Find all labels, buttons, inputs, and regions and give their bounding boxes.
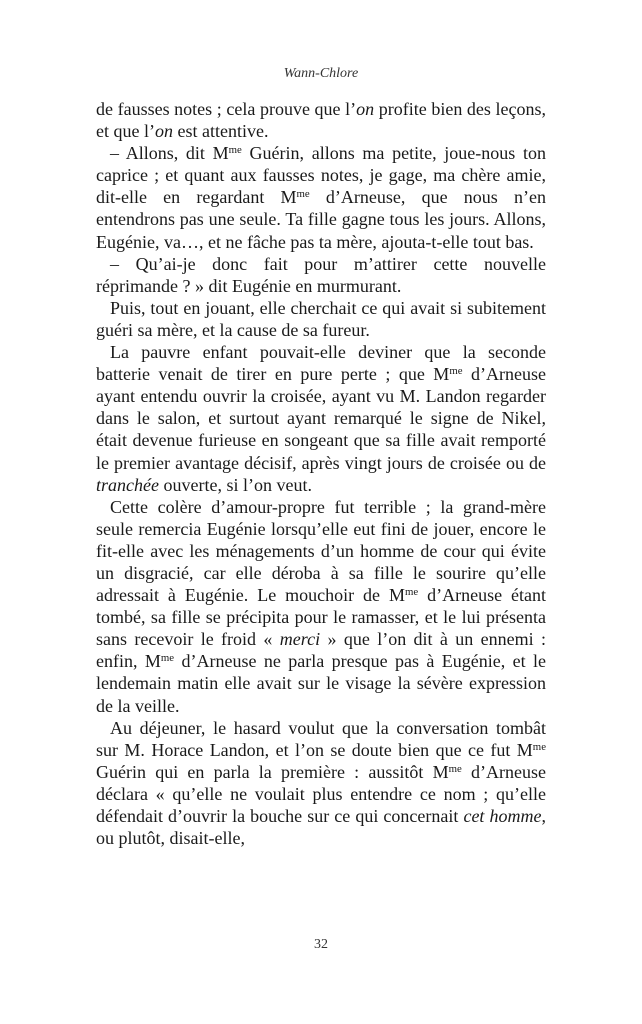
superscript-me: me [532, 740, 546, 753]
page-number: 32 [314, 937, 328, 952]
text-run: Au déjeuner, le hasard voulut que la conversation tombât sur M. Horace Landon, et l’on se doute bien que ce fut M [96, 717, 546, 760]
text-run: ouverte, si l’on veut. [158, 474, 312, 495]
text-run: Cette colère d’amour-propre fut terrible ; la grand-mère seule remercia Eugénie lorsqu’elle eut fini de jouer, encore le fit-elle avec les ménagements d’un homme de cour qui évite un disgracié, car elle déroba à sa fille le sourire qu’elle adressait à Eugénie. Le mouchoir de M [96, 496, 546, 606]
paragraph-1 [96, 98, 546, 142]
text-run: – Allons, dit M [110, 143, 229, 164]
running-head: Wann-Chlore [283, 66, 359, 81]
text-run: » que l’on dit à un ennemi : enfin, M [96, 629, 546, 672]
paragraph-4: Puis, tout en jouant, elle cherchait ce qui avait si subitement guéri sa mère, et la cause de sa fureur. [96, 297, 546, 340]
italic-run: tranchée [96, 474, 159, 495]
italic-run: merci [279, 629, 321, 650]
italic-run: on [356, 99, 375, 119]
superscript-me: me [449, 365, 463, 378]
text-run: est attentive. [172, 121, 269, 142]
paragraph-5 [96, 341, 546, 496]
italic-run: on [154, 121, 173, 142]
text-body [96, 98, 546, 849]
text-run: Guérin qui en parla la première : aussitôt M [96, 761, 449, 782]
superscript-me: me [296, 188, 310, 201]
paragraph-7 [96, 717, 546, 850]
paragraph-2 [96, 142, 546, 252]
superscript-me: me [228, 144, 242, 157]
text-run: profite bien des leçons, et que l’ [96, 99, 546, 142]
text-run: d’Arneuse déclara « qu’elle ne voulait plus entendre ce nom ; qu’elle défendait d’ouvrir la bouche sur ce qui concernait [96, 761, 546, 826]
superscript-me: me [448, 762, 462, 775]
text-run: La pauvre enfant pouvait-elle deviner que la seconde batterie venait de tirer en pure perte ; que M [96, 342, 546, 385]
superscript-me: me [160, 652, 175, 665]
text-run: Guérin, allons ma petite, joue-nous ton caprice ; et quant aux fausses notes, je gage, ma chère amie, dit-elle en regardant M [96, 143, 546, 208]
text-run: d’Arneuse ne parla presque pas à Eugénie, et le lendemain matin elle avait sur le visage la sévère expression de la veille. [96, 651, 546, 716]
text-run: d’Arneuse étant tombé, sa fille se précipita pour le ramasser, et le lui présenta sans recevoir le froid « [96, 585, 546, 650]
text-run: de fausses notes ; cela prouve que l’ [96, 99, 357, 119]
paragraph-3: – Qu’ai-je donc fait pour m’attirer cette nouvelle réprimande ? » dit Eugénie en murmurant. [96, 253, 546, 296]
text-run: d’Arneuse ayant entendu ouvrir la croisée, ayant vu M. Landon regarder dans le salon, et surtout ayant remarqué le signe de Nikel, était devenue furieuse en songeant que sa fille avait remporté le premier avantage décisif, après vingt jours de croisée ou de [96, 364, 546, 473]
italic-run: cet homme [463, 806, 542, 826]
paragraph-6 [96, 496, 546, 717]
superscript-me: me [404, 586, 419, 599]
text-run: , ou plutôt, disait-elle, [96, 806, 546, 849]
text-run: d’Arneuse, que nous n’en entendrons pas une seule. Ta fille gagne tous les jours. Allons, Eugénie, va…, et ne fâche pas ta mère, ajouta-t-elle tout bas. [96, 187, 546, 252]
